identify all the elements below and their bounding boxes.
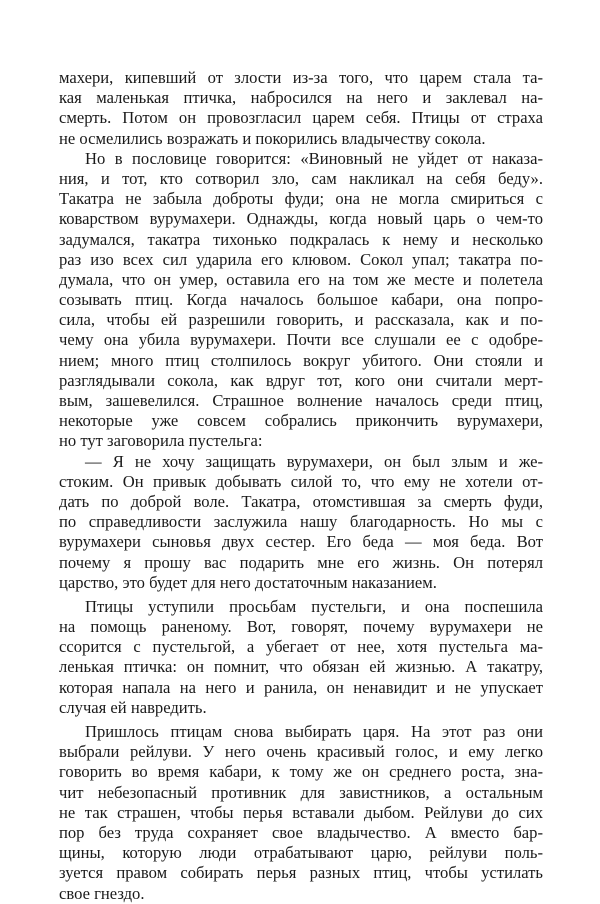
text-line: дать по доброй воле. Такатра, отомстившая за смерть фуди, (59, 491, 543, 511)
text-line: Пришлось птицам снова выбирать царя. На этот раз они (85, 722, 543, 741)
text-line: Но в пословице говорится: «Виновный не уйдет от наказа- (85, 148, 543, 168)
paragraph-4 (59, 597, 543, 718)
text-line: нием; много птиц столпилось вокруг убитого. Они стояли и (59, 350, 543, 370)
text-line: щины, которую люди отрабатывают царю, рейлуви поль- (59, 843, 543, 863)
text-line: раз изо всех сил ударила его клювом. Сокол упал; такатра по- (59, 249, 543, 269)
text-line: выбрали рейлуви. У него очень красивый голос, и ему легко (59, 742, 543, 762)
text-line: чему она убила вурумахери. Почти все слушали ее с одобре- (59, 330, 543, 350)
text-line: ния, и тот, кто сотворил зло, сам накликал на себя беду». (59, 168, 543, 188)
paragraph-3 (59, 452, 543, 593)
text-line: Такатра не забыла доброты фуди; она не могла смириться с (59, 189, 543, 209)
text-line: разглядывали сокола, как вдруг тот, кого они считали мерт- (59, 370, 543, 390)
text-line: говорить во время кабари, к тому же он среднего роста, зна- (59, 762, 543, 782)
paragraph-1 (59, 68, 543, 149)
paragraph-2 (59, 149, 543, 452)
paragraph-5 (59, 722, 543, 904)
text-line: свое гнездо. (59, 883, 145, 903)
text-line: случая ей навредить. (59, 697, 207, 717)
text-line: — Я не хочу защищать вурумахери, он был злым и же- (85, 451, 543, 471)
text-line: задумался, такатра тихонько подкралась к нему и несколько (59, 229, 543, 249)
text-line: которая напала на него и ранила, он ненавидит и не упускает (59, 677, 543, 697)
text-line: чит небезопасный противник для завистников, а остальным (59, 782, 543, 802)
text-line: стоким. Он привык добывать силой то, что ему не хотели от- (59, 471, 543, 491)
text-line: смерть. Потом он провозгласил царем себя. Птицы от страха (59, 108, 543, 128)
text-line: на помощь раненому. Вот, говорят, почему вурумахери не (59, 617, 543, 637)
text-line: вурумахери сыновья двух сестер. Его беда — моя беда. Вот (59, 532, 543, 552)
text-line: зуется правом собирать перья разных птиц, чтобы устилать (59, 863, 543, 883)
page-text-block (59, 68, 543, 904)
text-line: коварством вурумахери. Однажды, когда новый царь о чем-то (59, 209, 543, 229)
text-line: почему я прошу вас подарить мне его жизнь. Он потерял (59, 552, 543, 572)
text-line: махери, кипевший от злости из-за того, что царем стала та- (59, 68, 543, 87)
text-line: Птицы уступили просьбам пустельги, и она поспешила (85, 596, 543, 616)
text-line: не так страшен, чтобы перья вставали дыбом. Рейлуви до сих (59, 802, 543, 822)
text-line: царство, это будет для него достаточным наказанием. (59, 572, 437, 592)
text-line: ленькая птичка: он помнит, что обязан ей жизнью. А такатру, (59, 657, 543, 677)
text-line: по справедливости заслужила нашу благодарность. Но мы с (59, 512, 543, 532)
text-line: пор без труда сохраняет свое владычество. А вместо бар- (59, 822, 543, 842)
text-line: думала, что он умер, оставила его на том же месте и полетела (59, 269, 543, 289)
text-line: созывать птиц. Когда началось большое кабари, она попро- (59, 290, 543, 310)
text-line: но тут заговорила пустельга: (59, 431, 263, 451)
text-line: вым, зашевелился. Страшное волнение началось среди птиц, (59, 391, 543, 410)
text-line: сила, чтобы ей разрешили говорить, и рассказала, как и по- (59, 310, 543, 330)
text-line: некоторые уже совсем собрались прикончить вурумахери, (59, 411, 543, 431)
text-line: кая маленькая птичка, набросился на него и заклевал на- (59, 88, 543, 108)
text-line: ссорится с пустельгой, а убегает от нее, хотя пустельга ма- (59, 637, 543, 657)
text-line: не осмелились возражать и покорились владычеству сокола. (59, 128, 486, 148)
